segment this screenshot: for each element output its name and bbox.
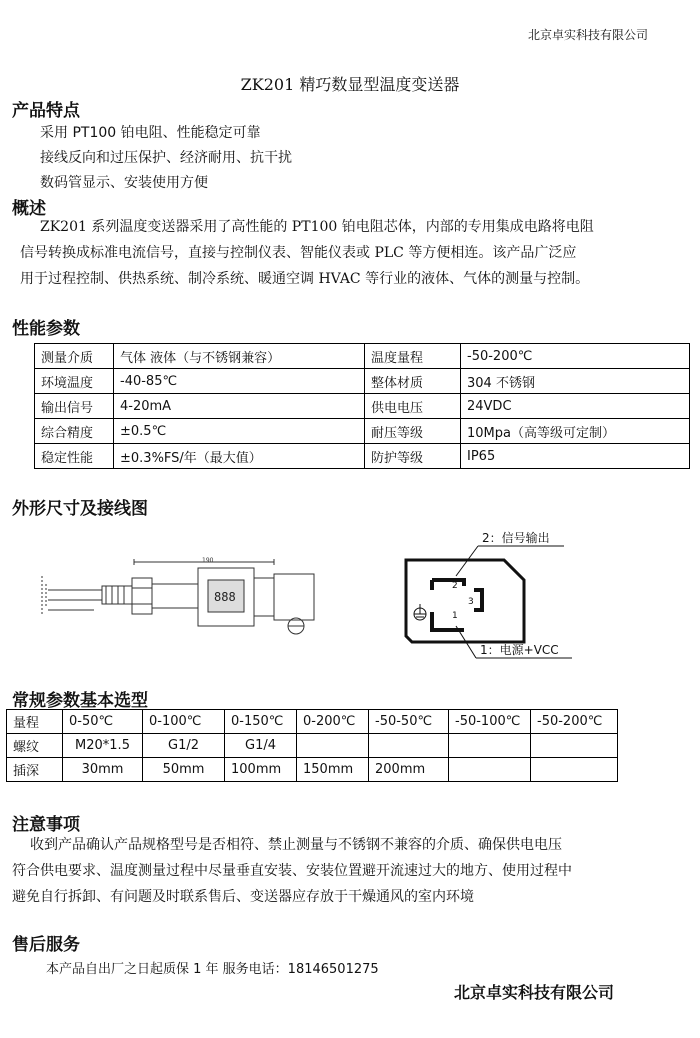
pin-number: 2 bbox=[452, 581, 458, 591]
spec-label: 输出信号 bbox=[35, 394, 114, 419]
selection-cell bbox=[449, 758, 531, 782]
selection-cell bbox=[297, 734, 369, 758]
pin1-label: 1：电源+VCC bbox=[480, 643, 559, 657]
notes-heading: 注意事项 bbox=[12, 815, 80, 835]
selection-cell: -50-50℃ bbox=[369, 710, 449, 734]
table-row bbox=[35, 344, 690, 369]
spec-label: 测量介质 bbox=[35, 344, 114, 369]
document-title: ZK201 精巧数显型温度变送器 bbox=[240, 75, 460, 94]
spec-value: 24VDC bbox=[461, 394, 690, 419]
selection-cell: 200mm bbox=[369, 758, 449, 782]
spec-label: 耐压等级 bbox=[365, 419, 461, 444]
pin-number: 3 bbox=[468, 597, 474, 607]
selection-cell: 0-100℃ bbox=[143, 710, 225, 734]
spec-value: 4-20mA bbox=[114, 394, 365, 419]
table-row bbox=[35, 444, 690, 469]
selection-cell: 150mm bbox=[297, 758, 369, 782]
selection-cell: 50mm bbox=[143, 758, 225, 782]
overview-line: 信号转换成标准电流信号，直接与控制仪表、智能仪表或 PLC 等方便相连。该产品广泛应 bbox=[20, 245, 577, 261]
pin-number: 1 bbox=[452, 611, 458, 621]
spec-label: 环境温度 bbox=[35, 369, 114, 394]
overview-line: ZK201 系列温度变送器采用了高性能的 PT100 铂电阻芯体，内部的专用集成电路将电阻 bbox=[40, 219, 594, 235]
feature-item: 数码管显示、安装使用方便 bbox=[40, 175, 208, 191]
selection-cell: 0-50℃ bbox=[63, 710, 143, 734]
spec-value: ±0.5℃ bbox=[114, 419, 365, 444]
table-row bbox=[7, 734, 618, 758]
spec-label: 温度量程 bbox=[365, 344, 461, 369]
spec-value: 304 不锈钢 bbox=[461, 369, 690, 394]
spec-label: 稳定性能 bbox=[35, 444, 114, 469]
spec-value: 10Mpa（高等级可定制） bbox=[461, 419, 690, 444]
overview-heading: 概述 bbox=[12, 199, 46, 219]
table-row bbox=[7, 758, 618, 782]
drawing-dimension-label: 190 bbox=[202, 557, 214, 564]
feature-item: 接线反向和过压保护、经济耐用、抗干扰 bbox=[40, 150, 292, 166]
notes-line: 收到产品确认产品规格型号是否相符、禁止测量与不锈钢不兼容的介质、确保供电电压 bbox=[30, 837, 562, 853]
selection-cell bbox=[369, 734, 449, 758]
selection-cell: 螺纹 bbox=[7, 734, 63, 758]
selection-cell: -50-100℃ bbox=[449, 710, 531, 734]
header-company: 北京卓实科技有限公司 bbox=[527, 28, 648, 42]
service-heading: 售后服务 bbox=[12, 935, 80, 955]
footer-company: 北京卓实科技有限公司 bbox=[454, 983, 615, 1002]
selection-heading: 常规参数基本选型 bbox=[12, 691, 148, 711]
selection-cell: 量程 bbox=[7, 710, 63, 734]
selection-cell: M20*1.5 bbox=[63, 734, 143, 758]
service-text: 本产品自出厂之日起质保 1 年 服务电话：18146501275 bbox=[46, 962, 379, 977]
selection-cell: 100mm bbox=[225, 758, 297, 782]
selection-cell: 0-150℃ bbox=[225, 710, 297, 734]
selection-cell: G1/2 bbox=[143, 734, 225, 758]
dimensions-heading: 外形尺寸及接线图 bbox=[12, 499, 148, 519]
feature-item: 采用 PT100 铂电阻、性能稳定可靠 bbox=[40, 125, 261, 141]
notes-line: 符合供电要求、温度测量过程中尽量垂直安装、安装位置避开流速过大的地方、使用过程中 bbox=[12, 863, 572, 879]
sensor-outline-drawing bbox=[34, 556, 324, 648]
table-row bbox=[7, 710, 618, 734]
ground-icon bbox=[414, 604, 426, 620]
spec-label: 供电电压 bbox=[365, 394, 461, 419]
selection-table bbox=[6, 709, 618, 782]
specs-heading: 性能参数 bbox=[12, 319, 80, 339]
selection-cell: 0-200℃ bbox=[297, 710, 369, 734]
display-digits-icon: 888 bbox=[214, 590, 236, 604]
notes-line: 避免自行拆卸、有问题及时联系售后、变送器应存放于干燥通风的室内环境 bbox=[12, 889, 474, 905]
spec-value: IP65 bbox=[461, 444, 690, 469]
table-row bbox=[35, 394, 690, 419]
table-row bbox=[35, 369, 690, 394]
selection-cell: -50-200℃ bbox=[531, 710, 618, 734]
spec-value: -50-200℃ bbox=[461, 344, 690, 369]
overview-line: 用于过程控制、供热系统、制冷系统、暖通空调 HVAC 等行业的液体、气体的测量与控制。 bbox=[20, 271, 590, 287]
selection-cell bbox=[531, 758, 618, 782]
features-heading: 产品特点 bbox=[12, 101, 80, 121]
wiring-diagram bbox=[392, 526, 692, 668]
spec-label: 防护等级 bbox=[365, 444, 461, 469]
spec-value: ±0.3%FS/年（最大值） bbox=[114, 444, 365, 469]
selection-cell bbox=[531, 734, 618, 758]
selection-cell bbox=[449, 734, 531, 758]
spec-value: -40-85℃ bbox=[114, 369, 365, 394]
spec-value: 气体 液体（与不锈钢兼容） bbox=[114, 344, 365, 369]
pin2-label: 2：信号输出 bbox=[482, 531, 550, 545]
selection-cell: G1/4 bbox=[225, 734, 297, 758]
spec-label: 整体材质 bbox=[365, 369, 461, 394]
spec-label: 综合精度 bbox=[35, 419, 114, 444]
selection-cell: 插深 bbox=[7, 758, 63, 782]
table-row bbox=[35, 419, 690, 444]
specs-table bbox=[34, 343, 690, 469]
selection-cell: 30mm bbox=[63, 758, 143, 782]
